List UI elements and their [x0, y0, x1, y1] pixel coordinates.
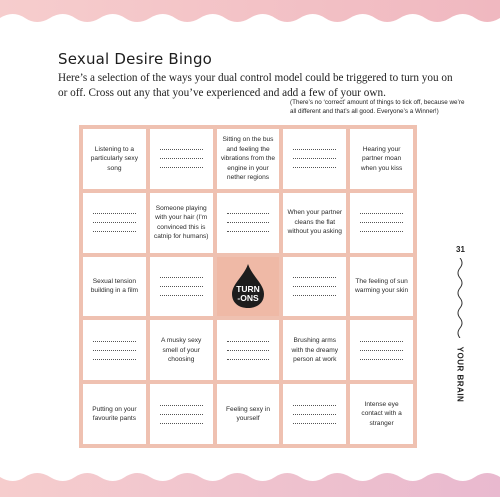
write-line — [293, 295, 336, 296]
bingo-cell-text: The feeling of sun warming your skin — [355, 277, 409, 295]
write-line — [160, 277, 203, 278]
page-number: 31 — [456, 245, 465, 254]
bingo-blank-cell[interactable] — [283, 384, 346, 444]
bottom-wave-decoration — [0, 465, 500, 497]
write-line — [93, 222, 136, 223]
bingo-cell-text: Someone playing with your hair (I’m convinced this is catnip for humans) — [153, 204, 209, 241]
write-line — [293, 423, 336, 424]
bingo-cell[interactable] — [217, 129, 280, 189]
bingo-cell-text: Putting on your favourite pants — [92, 405, 137, 423]
center-label-line2: -ONS — [237, 293, 259, 304]
bingo-cell[interactable] — [350, 257, 413, 317]
bingo-cell[interactable] — [350, 129, 413, 189]
bingo-blank-cell[interactable] — [283, 257, 346, 317]
bingo-blank-cell[interactable] — [150, 384, 213, 444]
write-line — [360, 222, 403, 223]
write-line — [93, 341, 136, 342]
page-title: Sexual Desire Bingo — [58, 50, 213, 68]
bingo-blank-cell[interactable] — [350, 320, 413, 380]
write-line — [360, 231, 403, 232]
write-line — [160, 167, 203, 168]
center-label-line1: TURN — [236, 284, 260, 295]
bingo-cell[interactable] — [150, 193, 213, 253]
bingo-cell[interactable] — [283, 320, 346, 380]
write-line — [160, 149, 203, 150]
bingo-cell[interactable] — [83, 129, 146, 189]
side-wave-decoration — [455, 258, 465, 338]
write-line — [360, 341, 403, 342]
write-line — [293, 405, 336, 406]
bingo-blank-cell[interactable] — [83, 320, 146, 380]
bingo-blank-cell[interactable] — [217, 193, 280, 253]
bingo-cell-text: Brushing arms with the dreamy person at work — [291, 337, 339, 364]
bingo-blank-cell[interactable] — [217, 320, 280, 380]
write-line — [293, 149, 336, 150]
bingo-blank-cell[interactable] — [283, 129, 346, 189]
write-line — [293, 414, 336, 415]
write-line — [93, 213, 136, 214]
bingo-blank-cell[interactable] — [350, 193, 413, 253]
write-line — [160, 423, 203, 424]
write-line — [160, 286, 203, 287]
bingo-cell-text: When your partner cleans the flat without you asking — [287, 209, 343, 236]
write-line — [160, 295, 203, 296]
write-line — [227, 213, 270, 214]
top-wave-decoration — [0, 0, 500, 30]
bingo-cell[interactable] — [350, 384, 413, 444]
bingo-cell[interactable] — [150, 320, 213, 380]
bingo-blank-cell[interactable] — [83, 193, 146, 253]
write-line — [93, 350, 136, 351]
write-line — [360, 350, 403, 351]
write-line — [360, 213, 403, 214]
bingo-cell-text: Sexual tension building in a film — [90, 277, 139, 295]
write-line — [360, 359, 403, 360]
write-line — [293, 158, 336, 159]
write-line — [160, 414, 203, 415]
section-label: YOUR BRAIN — [455, 346, 465, 403]
write-line — [227, 222, 270, 223]
intro-text: Here’s a selection of the ways your dual control model could be triggered to turn you on or off. Cross out any that you’ve experienced and add a few of your own. — [58, 72, 453, 99]
bingo-cell-text: Listening to a particularly sexy song — [90, 145, 139, 172]
bingo-cell-text: Sitting on the bus and feeling the vibrations from the engine in your nether regions — [220, 136, 276, 182]
write-line — [293, 277, 336, 278]
bingo-cell[interactable] — [83, 384, 146, 444]
bingo-board — [79, 125, 417, 448]
write-line — [227, 359, 270, 360]
write-line — [227, 231, 270, 232]
bingo-center-cell — [217, 257, 280, 317]
bingo-blank-cell[interactable] — [150, 129, 213, 189]
write-line — [227, 341, 270, 342]
write-line — [160, 405, 203, 406]
bingo-cell[interactable] — [83, 257, 146, 317]
bingo-cell-text: Feeling sexy in yourself — [226, 405, 270, 423]
bingo-blank-cell[interactable] — [150, 257, 213, 317]
write-line — [227, 350, 270, 351]
write-line — [93, 359, 136, 360]
write-line — [93, 231, 136, 232]
note-text: (There’s no ‘correct’ amount of things to tick off, because we’re all different and that’s all good. Everyone’s a Winner!) — [290, 99, 465, 115]
write-line — [160, 158, 203, 159]
write-line — [293, 167, 336, 168]
bingo-cell-text: Intense eye contact with a stranger — [361, 400, 402, 427]
bingo-cell-text: A musky sexy smell of your choosing — [161, 337, 202, 364]
drop-icon — [228, 262, 268, 310]
write-line — [293, 286, 336, 287]
bingo-cell[interactable] — [283, 193, 346, 253]
bingo-cell[interactable] — [217, 384, 280, 444]
bingo-cell-text: Hearing your partner moan when you kiss — [360, 145, 403, 172]
